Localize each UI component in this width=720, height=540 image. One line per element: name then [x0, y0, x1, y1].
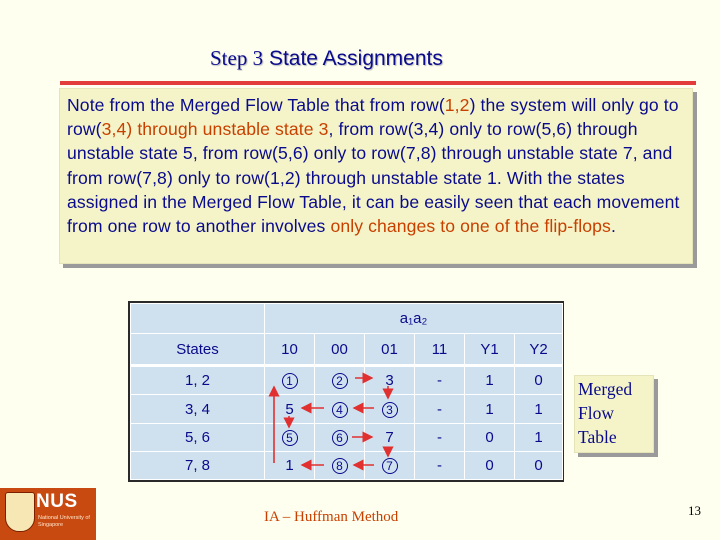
column-header: 01 — [365, 334, 415, 366]
note-highlight-2: 3,4) through unstable state 3 — [101, 119, 329, 140]
nus-logo — [0, 488, 96, 540]
table-cell: 1 — [515, 423, 563, 451]
table-row — [131, 395, 563, 423]
table-cell — [315, 395, 365, 423]
table-cell: - — [415, 451, 465, 479]
table-cell: 1 — [265, 451, 315, 479]
title-divider — [60, 81, 696, 85]
table-row — [131, 451, 563, 479]
stable-state-circle: 7 — [382, 458, 398, 474]
table-cell: 1 — [465, 366, 515, 395]
states-header: States — [131, 334, 265, 366]
table-row — [131, 366, 563, 395]
label-line: Merged — [578, 379, 633, 399]
state-cell: 3, 4 — [131, 395, 265, 423]
column-header: Y1 — [465, 334, 515, 366]
note-text-1: Note from the Merged Flow Table that from row( — [67, 95, 445, 115]
state-cell: 5, 6 — [131, 423, 265, 451]
stable-state-circle: 3 — [382, 402, 398, 418]
inputs-group-header: a₁a₂ — [265, 304, 563, 334]
table-cell: 0 — [515, 366, 563, 395]
table-row — [131, 423, 563, 451]
table-cell — [365, 451, 415, 479]
table-cell: 7 — [365, 423, 415, 451]
table-cell: - — [415, 395, 465, 423]
stable-state-circle: 4 — [332, 402, 348, 418]
merged-flow-table-label — [574, 375, 654, 453]
merged-flow-table — [128, 301, 564, 482]
table-cell: 0 — [465, 423, 515, 451]
table-cell — [365, 395, 415, 423]
table-cell: - — [415, 423, 465, 451]
note-text-2: ) the system will only go to row( — [67, 95, 679, 140]
note-highlight-3: only changes to one of the flip-flops — [330, 216, 611, 237]
stable-state-circle: 8 — [332, 458, 348, 474]
title-step: Step 3 — [210, 46, 264, 70]
table-cell: 0 — [465, 451, 515, 479]
note-box — [59, 88, 693, 264]
table-cell — [265, 423, 315, 451]
stable-state-circle: 5 — [282, 430, 298, 446]
table-cell: 1 — [515, 395, 563, 423]
table-cell — [315, 423, 365, 451]
table-cell: 5 — [265, 395, 315, 423]
column-header: 10 — [265, 334, 315, 366]
table-cell: 0 — [515, 451, 563, 479]
table-cell: 3 — [365, 366, 415, 395]
title-main: State Assignments — [268, 47, 443, 70]
table-cell: - — [415, 366, 465, 395]
table-cell — [315, 451, 365, 479]
logo-subtitle: National University of Singapore — [38, 515, 90, 528]
stable-state-circle: 1 — [282, 373, 298, 389]
stable-state-circle: 6 — [332, 430, 348, 446]
note-text-4: . — [610, 216, 616, 237]
label-line: Table — [578, 427, 617, 447]
note-highlight-1: 1,2 — [444, 95, 470, 115]
page-number: 13 — [688, 503, 701, 518]
logo-text: NUS — [36, 491, 78, 512]
crest-icon — [5, 492, 35, 532]
table-cell: 1 — [465, 395, 515, 423]
table-cell — [265, 366, 315, 395]
footer-text: IA – Huffman Method — [264, 509, 399, 525]
label-line: Flow — [578, 403, 614, 423]
column-header: 00 — [315, 334, 365, 366]
column-header: 11 — [415, 334, 465, 366]
note-text-3: , from row(3,4) only to row(5,6) through unstable state 5, from row(5,6) only to row(7,8) through unstable state 7, and from row(7,8) only to row(1,2) through unstable state 1. With the states assigned in the Merged Flow Table, it can be easily seen that each movement from one row to another involves — [67, 119, 680, 237]
table-corner — [131, 304, 265, 334]
column-header: Y2 — [515, 334, 563, 366]
state-cell: 1, 2 — [131, 366, 265, 395]
state-cell: 7, 8 — [131, 451, 265, 479]
table-cell — [315, 366, 365, 395]
slide-title — [210, 46, 443, 71]
stable-state-circle: 2 — [332, 373, 348, 389]
